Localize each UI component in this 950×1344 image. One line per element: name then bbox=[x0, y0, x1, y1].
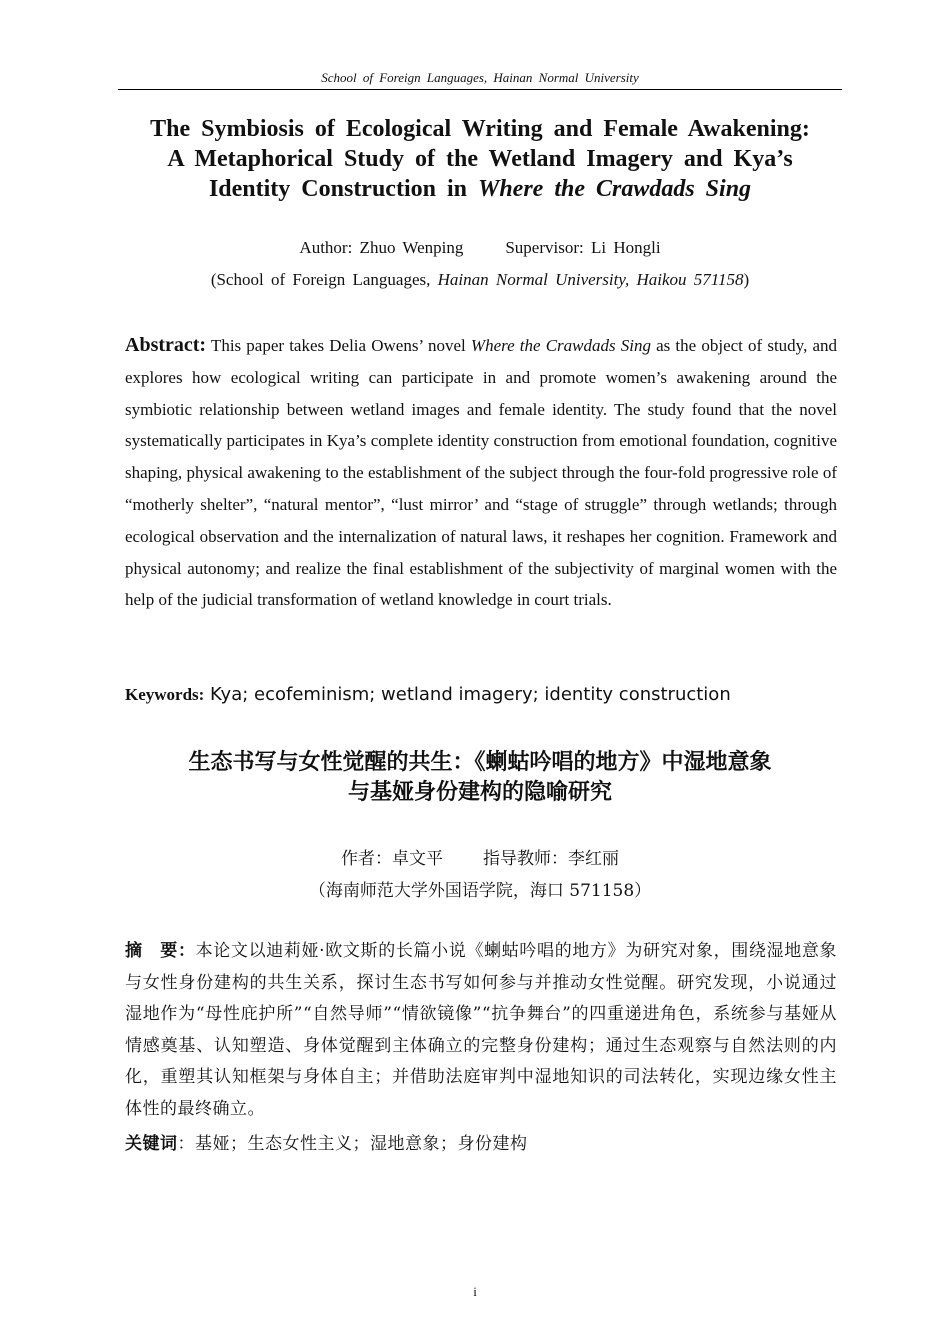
english-supervisor: Supervisor: Li Hongli bbox=[505, 238, 661, 257]
english-title-line-2: A Metaphorical Study of the Wetland Imagery and Kya’s bbox=[167, 146, 793, 172]
chinese-keywords-text: ：基娅；生态女性主义；湿地意象；身份建构 bbox=[177, 1134, 528, 1154]
chinese-supervisor: 指导教师：李红丽 bbox=[483, 849, 619, 869]
english-affiliation-italic: Hainan Normal University, Haikou 571158 bbox=[437, 270, 744, 289]
english-keywords bbox=[125, 684, 837, 705]
english-abstract-text-2: as the object of study, and explores how ecological writing can participate in and promote women’s awakening around the symbiotic relationship between wetland images and female identity. The study found that the novel systematically participates in Kya’s complete identity construction from emotional foundation, cognitive shaping, physical awakening to the establishment of the subject through the four-fold progressive role of “motherly shelter”, “natural mentor”, “lust mirror’ and “stage of struggle” through wetlands; through ecological observation and the internalization of natural laws, it reshapes her cognition. Framework and physical autonomy; and realize the final establishment of the subjectivity of marginal women with the help of the judicial transformation of wetland knowledge in court trials. bbox=[125, 336, 838, 610]
english-abstract bbox=[125, 330, 837, 616]
english-abstract-text-1: This paper takes Delia Owens’ novel bbox=[206, 336, 471, 355]
chinese-keywords bbox=[125, 1129, 837, 1154]
english-keywords-label: Keywords: bbox=[125, 685, 205, 704]
english-abstract-label: Abstract: bbox=[125, 334, 207, 356]
english-abstract-novel-name: Where the Crawdads Sing bbox=[470, 336, 651, 355]
english-author-line bbox=[118, 238, 842, 258]
chinese-abstract-label: 摘 要： bbox=[125, 941, 196, 961]
english-title-line-3: Identity Construction in bbox=[208, 176, 478, 202]
chinese-title-line-1: 生态书写与女性觉醒的共生：《蝲蛄吟唱的地方》中湿地意象 bbox=[188, 750, 772, 775]
english-title-novel-name: Where the Crawdads Sing bbox=[477, 176, 752, 202]
english-author: Author: Zhuo Wenping bbox=[299, 238, 464, 257]
english-affiliation-suffix: ) bbox=[743, 270, 750, 289]
chinese-keywords-label: 关键词 bbox=[125, 1134, 178, 1154]
chinese-abstract bbox=[125, 936, 837, 1125]
chinese-affiliation: （海南师范大学外国语学院，海口 571158） bbox=[308, 881, 652, 901]
english-affiliation bbox=[118, 270, 842, 290]
english-affiliation-prefix: (School of Foreign Languages, bbox=[210, 270, 438, 289]
english-title bbox=[118, 114, 842, 204]
english-title-line-1: The Symbiosis of Ecological Writing and Female Awakening: bbox=[150, 116, 810, 142]
chinese-author: 作者：卓文平 bbox=[341, 849, 443, 869]
running-header: School of Foreign Languages, Hainan Normal University bbox=[118, 70, 842, 90]
chinese-title-line-2: 与基娅身份建构的隐喻研究 bbox=[347, 780, 612, 805]
english-keywords-text: Kya; ecofeminism; wetland imagery; identity construction bbox=[204, 684, 731, 705]
chinese-author-line bbox=[118, 844, 842, 869]
chinese-abstract-text: 本论文以迪莉娅·欧文斯的长篇小说《蝲蛄吟唱的地方》为研究对象，围绕湿地意象与女性身份建构的共生关系，探讨生态书写如何参与并推动女性觉醒。研究发现，小说通过湿地作为“母性庇护所”“自然导师”“情欲镜像”“抗争舞台”的四重递进角色，系统参与基娅从情感奠基、认知塑造、身体觉醒到主体确立的完整身份建构；通过生态观察与自然法则的内化，重塑其认知框架与身体自主；并借助法庭审判中湿地知识的司法转化，实现边缘女性主体性的最终确立。 bbox=[125, 941, 837, 1119]
page-number: i bbox=[473, 1284, 477, 1299]
chinese-title bbox=[118, 748, 842, 808]
